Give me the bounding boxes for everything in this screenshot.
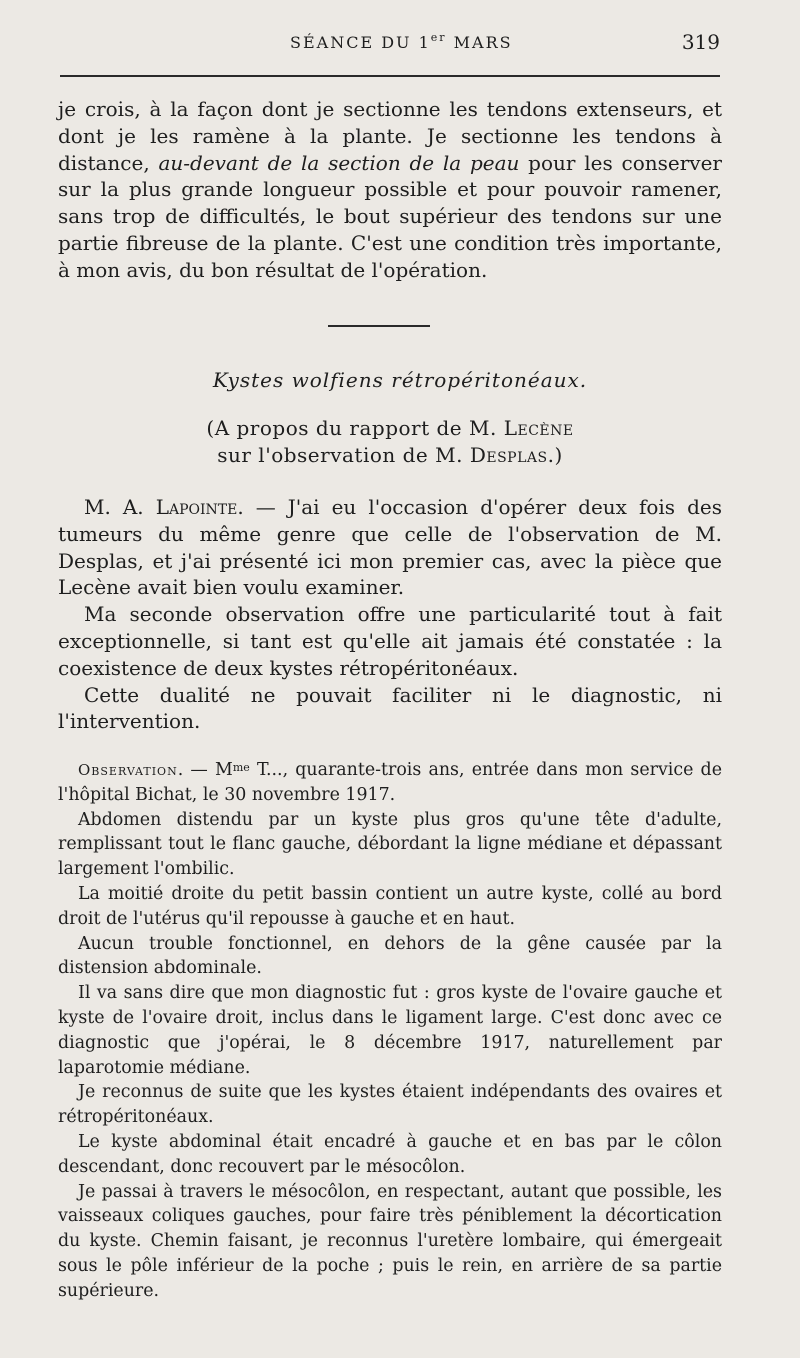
- observation-intro: [58, 758, 722, 808]
- running-title-text: SÉANCE DU 1: [290, 33, 431, 52]
- subtitle-name-2: Desplas: [469, 443, 548, 467]
- intervention-paragraph-3: Cette dualité ne pouvait faciliter ni le diagnostic, ni l'intervention.: [58, 682, 722, 734]
- observation-paragraph: Je passai à travers le mésocôlon, en respectant, autant que possible, les vaisseaux coliques gauches, pour faire très péniblement la décortication du kyste. Chemin faisant, je reconnus l'uretère lombaire, qui émergeait sous le pôle inférieur de la poche ; puis le rein, en arrière de sa partie supérieure.: [58, 1181, 722, 1301]
- continued-italic: au-devant de la section de la peau: [158, 150, 520, 175]
- observation-intro-b: T..., quarante-trois ans, entrée dans mon service de l'hôpital Bichat, le 30 novembre 1917.: [58, 760, 722, 805]
- running-title: [290, 33, 513, 52]
- observation-intro-sup: me: [232, 761, 250, 774]
- page-number: 319: [681, 30, 720, 54]
- observation-text: [58, 758, 722, 1304]
- running-title-end: MARS: [446, 33, 513, 52]
- observation-paragraph: Le kyste abdominal était encadré à gauche et en bas par le côlon descendant, donc recouvert par le mésocôlon.: [58, 1131, 722, 1177]
- subtitle-line-1: [0, 415, 780, 442]
- intervention-text-1: . — J'ai eu l'occasion d'opérer deux fois des tumeurs du même genre que celle de l'observation de M. Desplas, et j'ai présenté ici mon premier cas, avec la pièce que Lecène avait bien voulu examiner.: [58, 495, 722, 600]
- subtitle-text-1: (A propos du rapport de M.: [206, 416, 504, 440]
- observation-label: Observation: [78, 761, 178, 779]
- header-rule: [60, 75, 720, 77]
- observation-paragraph: Aucun trouble fonctionnel, en dehors de la gêne causée par la distension abdominale.: [58, 933, 722, 979]
- continued-paragraph: [58, 96, 722, 284]
- continued-text: [58, 96, 722, 284]
- continued-text-b: pour les conserver sur la plus grande longueur possible et pour pouvoir ramener, sans trop de difficultés, le bout supérieur des tendons sur une partie fibreuse de la plante. C'est une condition très importante, à mon avis, du bon résultat de l'opération.: [58, 150, 722, 282]
- intervention-text: [58, 494, 722, 735]
- observation-paragraph: La moitié droite du petit bassin contient un autre kyste, collé au bord droit de l'utérus qu'il repousse à gauche et en haut.: [58, 883, 722, 929]
- continued-text-a: je crois, à la façon dont je sectionne les tendons extenseurs, et dont je les ramène à la plante. Je sectionne les tendons à distance,: [58, 97, 722, 175]
- intervention-paragraph-1: [58, 494, 722, 601]
- speaker-prefix: M. A.: [84, 495, 156, 519]
- observation-intro-a: . — M: [177, 760, 233, 780]
- subtitle-text-2: sur l'observation de M.: [217, 443, 470, 467]
- intervention-paragraph-2: Ma seconde observation offre une particularité tout à fait exceptionnelle, si tant est qu'elle ait jamais été constatée : la coexistence de deux kystes rétropéritonéaux.: [58, 602, 722, 680]
- section-title: Kystes wolfiens rétropéritonéaux.: [212, 368, 588, 392]
- section-subtitle: [0, 415, 780, 469]
- page-header: [58, 30, 722, 60]
- observation-paragraph: Abdomen distendu par un kyste plus gros qu'une tête d'adulte, remplissant tout le flanc gauche, débordant la ligne médiane et dépassant largement l'ombilic.: [58, 809, 722, 880]
- observation-paragraph: Je reconnus de suite que les kystes étaient indépendants des ovaires et rétropéritonéaux.: [58, 1082, 722, 1128]
- speaker-name: Lapointe: [155, 495, 238, 519]
- subtitle-text-3: .): [547, 443, 563, 467]
- section-divider: [328, 325, 430, 327]
- subtitle-name-1: Lecène: [503, 416, 574, 440]
- running-title-sup: er: [430, 31, 447, 44]
- observation-paragraph: Il va sans dire que mon diagnostic fut : gros kyste de l'ovaire gauche et kyste de l'ovaire droit, inclus dans le ligament large. C'est donc avec ce diagnostic que j'opérai, le 8 décembre 1917, naturellement par laparotomie médiane.: [58, 983, 722, 1078]
- subtitle-line-2: [0, 442, 780, 469]
